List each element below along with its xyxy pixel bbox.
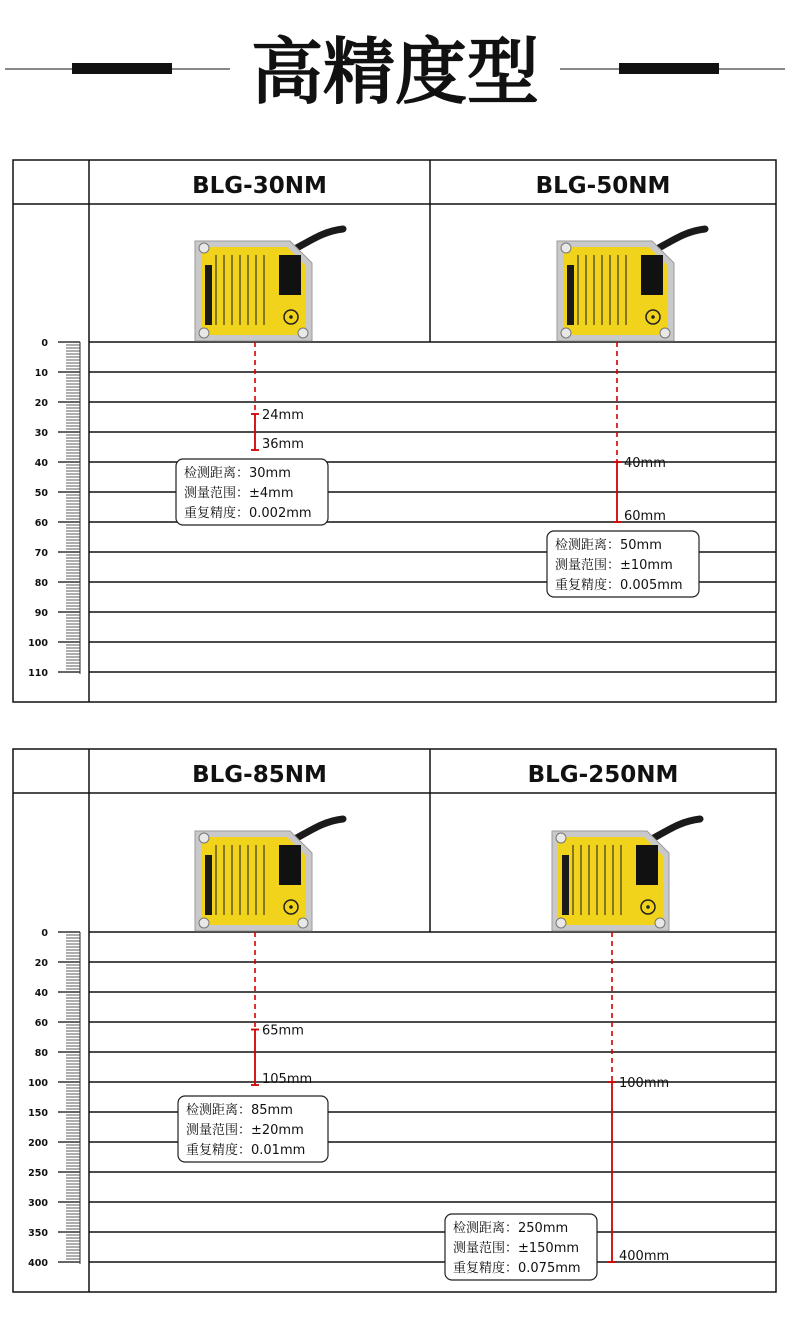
range-end-label: 60mm xyxy=(624,509,666,524)
sensor-marking xyxy=(572,845,574,915)
mounting-hole xyxy=(199,833,209,843)
ruler-tick-label: 250 xyxy=(28,1168,48,1179)
sensor-marking xyxy=(612,845,614,915)
spec-line: 检测距离：250mm xyxy=(453,1221,569,1236)
sensor-marking xyxy=(223,255,225,325)
sensor-marking xyxy=(231,845,233,915)
laser-dot xyxy=(651,315,655,319)
header-bar-right xyxy=(619,63,719,74)
sensor-cable xyxy=(295,229,343,249)
ruler-tick-label: 150 xyxy=(28,1108,48,1119)
sensor-marking xyxy=(593,255,595,325)
ruler-tick-label: 60 xyxy=(34,1018,48,1029)
sensor-marking xyxy=(255,255,257,325)
sensor-logo-strip xyxy=(567,265,574,325)
ruler-tick-label: 100 xyxy=(28,1078,48,1089)
mounting-hole xyxy=(199,243,209,253)
sensor-marking xyxy=(247,845,249,915)
model-header: BLG-250NM xyxy=(527,762,679,788)
sensor-marking xyxy=(239,255,241,325)
sensor-marking xyxy=(580,845,582,915)
sensor-window xyxy=(641,255,663,295)
mounting-hole xyxy=(298,918,308,928)
laser-dot xyxy=(646,905,650,909)
spec-line: 重复精度：0.01mm xyxy=(186,1143,306,1158)
sensor-marking xyxy=(577,255,579,325)
sensor-cable xyxy=(657,229,705,249)
spec-line: 测量范围：±20mm xyxy=(186,1123,304,1138)
sensor-marking xyxy=(247,255,249,325)
sensor-2 xyxy=(445,819,700,1280)
sensor-marking xyxy=(223,845,225,915)
mounting-hole xyxy=(199,328,209,338)
ruler-tick-label: 300 xyxy=(28,1198,48,1209)
mounting-hole xyxy=(298,328,308,338)
ruler-tick-label: 90 xyxy=(34,608,48,619)
spec-line: 重复精度：0.005mm xyxy=(555,578,683,593)
ruler-tick-label: 80 xyxy=(34,578,48,589)
ruler-tick-label: 20 xyxy=(34,398,48,409)
spec-line: 重复精度：0.002mm xyxy=(184,506,312,521)
header-bar-left xyxy=(72,63,172,74)
sensor-1 xyxy=(178,819,343,1162)
spec-line: 检测距离：30mm xyxy=(184,466,291,481)
sensor-marking xyxy=(601,255,603,325)
ruler-tick-label: 0 xyxy=(41,338,48,349)
sensor-logo-strip xyxy=(562,855,569,915)
spec-line: 检测距离：50mm xyxy=(555,538,662,553)
sensor-marking xyxy=(596,845,598,915)
sensor-marking xyxy=(588,845,590,915)
sensor-cable xyxy=(295,819,343,839)
mounting-hole xyxy=(556,833,566,843)
panels-group xyxy=(13,160,776,1292)
sensor-marking xyxy=(625,255,627,325)
ruler-tick-label: 10 xyxy=(34,368,48,379)
spec-line: 检测距离：85mm xyxy=(186,1103,293,1118)
sensor-window xyxy=(636,845,658,885)
mounting-hole xyxy=(556,918,566,928)
sensor-window xyxy=(279,255,301,295)
model-header: BLG-85NM xyxy=(192,762,327,788)
range-start-label: 65mm xyxy=(262,1023,304,1039)
sensor-marking xyxy=(617,255,619,325)
ruler-tick-label: 80 xyxy=(34,1048,48,1059)
ruler-tick-label: 350 xyxy=(28,1228,48,1239)
sensor-cable xyxy=(652,819,700,839)
range-start-label: 24mm xyxy=(262,408,304,423)
sensor-marking xyxy=(231,255,233,325)
spec-line: 测量范围：±150mm xyxy=(453,1241,580,1256)
sensor-marking xyxy=(263,845,265,915)
panel-1 xyxy=(13,160,776,702)
ruler-tick-label: 40 xyxy=(34,458,48,469)
sensor-window xyxy=(279,845,301,885)
range-end-label: 105mm xyxy=(262,1072,313,1087)
sensor-2 xyxy=(547,229,705,597)
sensor-marking xyxy=(255,845,257,915)
ruler-tick-label: 70 xyxy=(34,548,48,559)
sensor-marking xyxy=(604,845,606,915)
range-end-label: 36mm xyxy=(262,437,304,452)
model-header: BLG-50NM xyxy=(535,173,671,199)
sensor-marking xyxy=(620,845,622,915)
mounting-hole xyxy=(199,918,209,928)
ruler-tick-label: 0 xyxy=(41,928,48,939)
mounting-hole xyxy=(660,328,670,338)
ruler-tick-label: 110 xyxy=(28,668,48,679)
ruler-tick-label: 200 xyxy=(28,1138,48,1149)
sensor-marking xyxy=(215,845,217,915)
sensor-marking xyxy=(585,255,587,325)
spec-line: 测量范围：±10mm xyxy=(555,558,673,573)
ruler-tick-label: 400 xyxy=(28,1258,48,1269)
panel-frame xyxy=(13,160,776,702)
model-header: BLG-30NM xyxy=(192,173,327,199)
mounting-hole xyxy=(561,243,571,253)
range-start-label: 40mm xyxy=(624,456,666,471)
mounting-hole xyxy=(655,918,665,928)
sensor-marking xyxy=(263,255,265,325)
range-end-label: 400mm xyxy=(619,1249,670,1264)
ruler-tick-label: 30 xyxy=(34,428,48,439)
laser-dot xyxy=(289,315,293,319)
page-title: 高精度型 xyxy=(250,30,540,114)
panel-2 xyxy=(13,749,776,1292)
sensor-logo-strip xyxy=(205,855,212,915)
sensor-1 xyxy=(176,229,343,525)
mounting-hole xyxy=(561,328,571,338)
ruler-tick-label: 40 xyxy=(34,988,48,999)
ruler-tick-label: 50 xyxy=(34,488,48,499)
laser-dot xyxy=(289,905,293,909)
ruler-tick-label: 100 xyxy=(28,638,48,649)
ruler-tick-label: 60 xyxy=(34,518,48,529)
sensor-marking xyxy=(215,255,217,325)
ruler-tick-label: 20 xyxy=(34,958,48,969)
range-start-label: 100mm xyxy=(619,1076,670,1091)
spec-line: 重复精度：0.075mm xyxy=(453,1261,581,1276)
sensor-marking xyxy=(239,845,241,915)
sensor-logo-strip xyxy=(205,265,212,325)
sensor-marking xyxy=(609,255,611,325)
spec-line: 测量范围：±4mm xyxy=(184,486,294,501)
